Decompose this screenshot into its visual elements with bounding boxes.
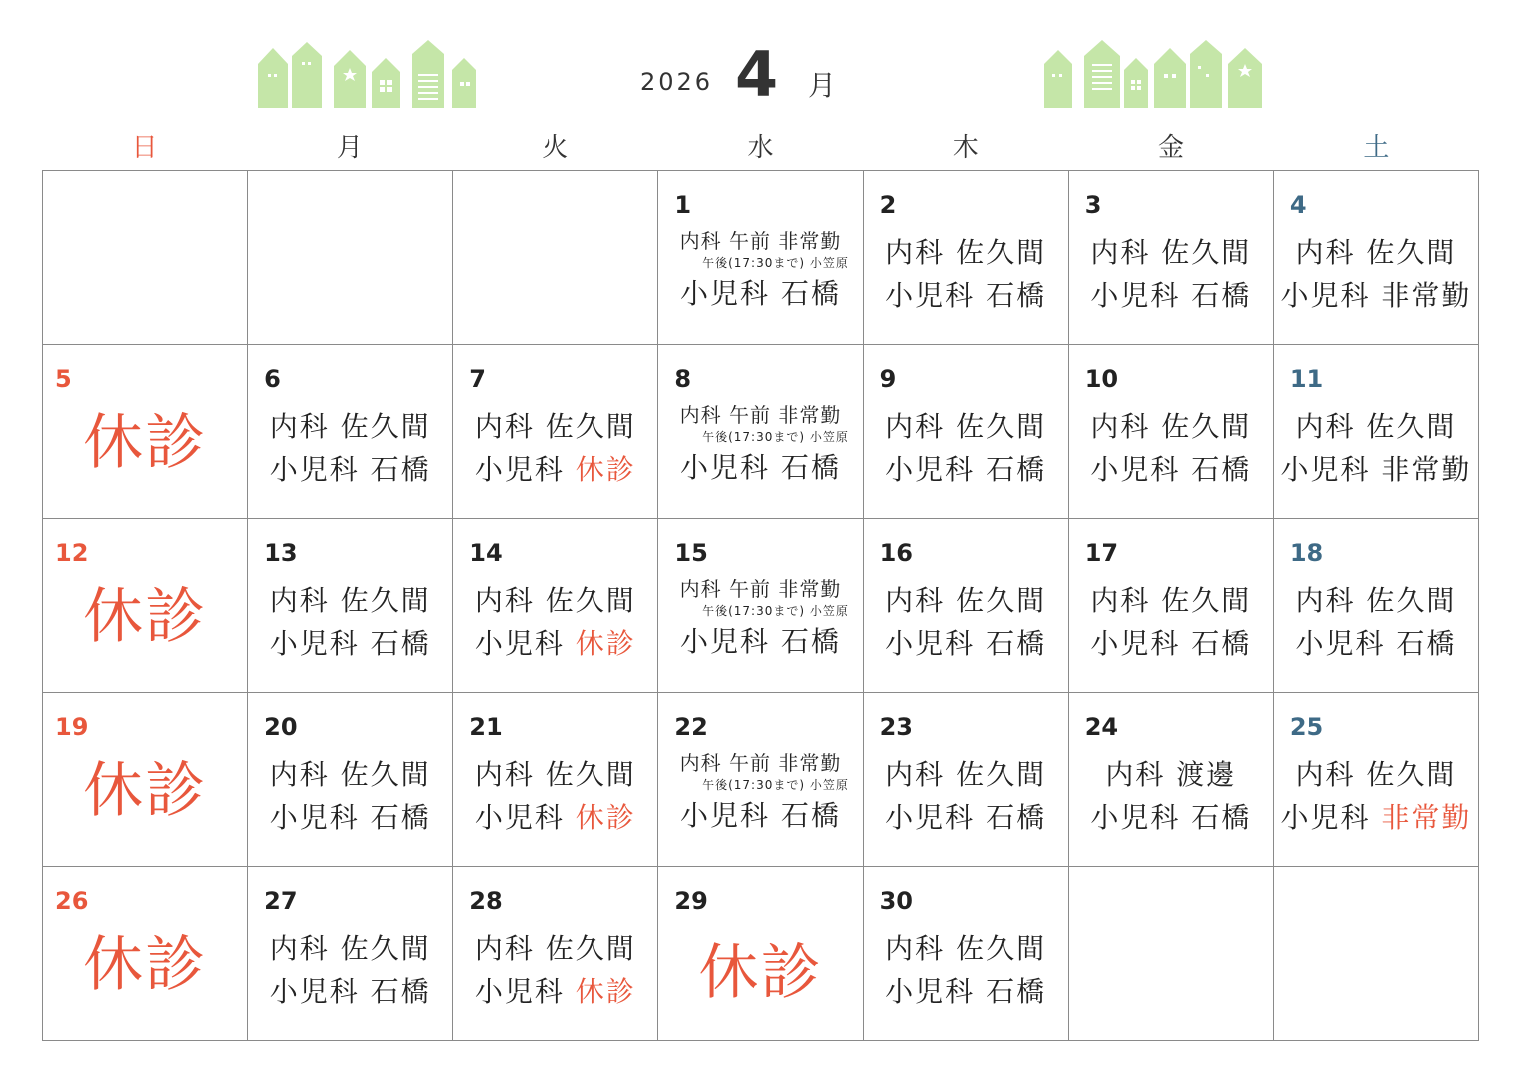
day-number: 18 bbox=[1289, 539, 1324, 567]
month-label: 月 bbox=[808, 69, 837, 102]
day-cell-13 bbox=[248, 519, 453, 693]
schedule-lines bbox=[864, 927, 1068, 1013]
day-number: 26 bbox=[55, 887, 89, 915]
pediatrics-line: 小児科 石橋 bbox=[680, 451, 841, 484]
schedule-lines bbox=[864, 753, 1068, 839]
pediatrics-line: 小児科 石橋 bbox=[885, 801, 1047, 834]
day-number: 15 bbox=[674, 539, 708, 567]
day-cell-10 bbox=[1069, 345, 1274, 519]
pediatrics-line: 小児科 非常勤 bbox=[1280, 801, 1472, 834]
day-cell-15 bbox=[658, 519, 863, 693]
internal-medicine-line: 内科 佐久間 bbox=[885, 758, 1047, 791]
day-number: 11 bbox=[1289, 365, 1324, 393]
pediatrics-line: 小児科 非常勤 bbox=[1280, 279, 1472, 312]
internal-medicine-pm: 午後(17:30まで) 小笠原 bbox=[702, 604, 849, 618]
empty-cell bbox=[453, 171, 658, 345]
houses-illustration-left bbox=[256, 40, 480, 108]
schedule-lines bbox=[1274, 231, 1478, 317]
pediatrics-line: 小児科 石橋 bbox=[1090, 627, 1252, 660]
internal-medicine-line: 内科 佐久間 bbox=[269, 584, 431, 617]
houses-illustration-right bbox=[1042, 40, 1266, 108]
internal-medicine-pm: 午後(17:30まで) 小笠原 bbox=[702, 256, 849, 270]
internal-medicine-pm: 午後(17:30まで) 小笠原 bbox=[702, 778, 849, 792]
day-number: 16 bbox=[879, 539, 913, 567]
schedule-lines bbox=[1069, 753, 1273, 839]
internal-medicine-line: 内科 佐久間 bbox=[885, 410, 1047, 443]
schedule-lines bbox=[1274, 579, 1478, 665]
day-number: 25 bbox=[1289, 713, 1324, 741]
weekday-header-row bbox=[42, 128, 1479, 168]
day-number: 14 bbox=[469, 539, 503, 567]
pediatrics-line: 小児科 石橋 bbox=[680, 799, 841, 832]
schedule-lines bbox=[248, 579, 452, 665]
closed-label: 休診 bbox=[83, 930, 208, 1000]
schedule-lines bbox=[453, 405, 657, 491]
day-cell-1 bbox=[658, 171, 863, 345]
day-cell-16 bbox=[864, 519, 1069, 693]
day-number: 29 bbox=[674, 887, 708, 915]
day-cell-12 bbox=[43, 519, 248, 693]
weekday-sat: 土 bbox=[1363, 133, 1390, 163]
day-number: 27 bbox=[264, 887, 298, 915]
internal-medicine-line: 内科 佐久間 bbox=[474, 410, 636, 443]
day-cell-23 bbox=[864, 693, 1069, 867]
schedule-lines bbox=[1069, 231, 1273, 317]
internal-medicine-line: 内科 佐久間 bbox=[1295, 584, 1457, 617]
internal-medicine-line: 内科 佐久間 bbox=[1295, 758, 1457, 791]
internal-medicine-line: 内科 佐久間 bbox=[1295, 410, 1457, 443]
weekday-fri: 金 bbox=[1158, 133, 1185, 163]
schedule-lines bbox=[1274, 753, 1478, 839]
day-number: 9 bbox=[879, 365, 897, 393]
empty-cell bbox=[43, 171, 248, 345]
day-number: 13 bbox=[264, 539, 298, 567]
day-cell-4 bbox=[1274, 171, 1479, 345]
day-cell-9 bbox=[864, 345, 1069, 519]
schedule-lines bbox=[658, 749, 862, 839]
pediatrics-line: 小児科 石橋 bbox=[680, 277, 841, 310]
day-number: 8 bbox=[674, 365, 692, 393]
internal-medicine-line: 内科 佐久間 bbox=[1090, 236, 1252, 269]
pediatrics-line: 小児科 石橋 bbox=[269, 801, 431, 834]
weekday-wed: 水 bbox=[747, 133, 774, 163]
day-cell-20 bbox=[248, 693, 453, 867]
day-number: 2 bbox=[879, 191, 897, 219]
day-number: 6 bbox=[264, 365, 281, 393]
schedule-lines bbox=[248, 405, 452, 491]
weekday-thu: 木 bbox=[952, 133, 979, 163]
day-cell-27 bbox=[248, 867, 453, 1041]
day-cell-8 bbox=[658, 345, 863, 519]
internal-medicine-line: 内科 佐久間 bbox=[885, 584, 1047, 617]
day-cell-7 bbox=[453, 345, 658, 519]
pediatrics-line: 小児科 石橋 bbox=[1090, 453, 1252, 486]
schedule-lines bbox=[864, 405, 1068, 491]
status-highlight: 休診 bbox=[575, 453, 636, 486]
internal-medicine-line: 内科 佐久間 bbox=[474, 758, 636, 791]
empty-cell bbox=[248, 171, 453, 345]
day-number: 19 bbox=[55, 713, 89, 741]
empty-cell bbox=[1274, 867, 1479, 1041]
day-number: 12 bbox=[55, 539, 89, 567]
day-cell-21 bbox=[453, 693, 658, 867]
internal-medicine-line: 内科 佐久間 bbox=[269, 932, 431, 965]
day-number: 21 bbox=[469, 713, 503, 741]
day-cell-25 bbox=[1274, 693, 1479, 867]
pediatrics-line: 小児科 休診 bbox=[474, 975, 636, 1008]
closed-label: 休診 bbox=[698, 938, 823, 1008]
schedule-lines bbox=[1069, 405, 1273, 491]
day-number: 7 bbox=[469, 365, 486, 393]
day-number: 17 bbox=[1084, 539, 1119, 567]
internal-medicine-am: 内科 午前 非常勤 bbox=[679, 403, 842, 427]
schedule-lines bbox=[1274, 405, 1478, 491]
day-cell-6 bbox=[248, 345, 453, 519]
day-cell-18 bbox=[1274, 519, 1479, 693]
day-number: 10 bbox=[1084, 365, 1119, 393]
internal-medicine-line: 内科 渡邊 bbox=[1105, 758, 1237, 791]
pediatrics-line: 小児科 石橋 bbox=[885, 453, 1047, 486]
pediatrics-line: 小児科 石橋 bbox=[269, 627, 431, 660]
schedule-lines bbox=[248, 927, 452, 1013]
day-number: 1 bbox=[674, 191, 692, 219]
internal-medicine-line: 内科 佐久間 bbox=[269, 410, 431, 443]
weekday-tue: 火 bbox=[542, 133, 569, 163]
pediatrics-line: 小児科 休診 bbox=[474, 453, 636, 486]
pediatrics-line: 小児科 石橋 bbox=[885, 627, 1047, 660]
empty-cell bbox=[1069, 867, 1274, 1041]
pediatrics-line: 小児科 石橋 bbox=[1090, 801, 1252, 834]
pediatrics-line: 小児科 石橋 bbox=[1295, 627, 1457, 660]
schedule-lines bbox=[658, 401, 862, 491]
schedule-lines bbox=[658, 575, 862, 665]
internal-medicine-am: 内科 午前 非常勤 bbox=[679, 751, 842, 775]
day-number: 5 bbox=[55, 365, 72, 393]
status-highlight: 非常勤 bbox=[1381, 801, 1472, 834]
day-cell-2 bbox=[864, 171, 1069, 345]
day-cell-24 bbox=[1069, 693, 1274, 867]
calendar-grid bbox=[42, 170, 1479, 1041]
day-cell-19 bbox=[43, 693, 248, 867]
pediatrics-line: 小児科 石橋 bbox=[1090, 279, 1252, 312]
day-cell-5 bbox=[43, 345, 248, 519]
month-number: 4 bbox=[735, 38, 779, 111]
internal-medicine-line: 内科 佐久間 bbox=[885, 932, 1047, 965]
schedule-lines bbox=[453, 927, 657, 1013]
internal-medicine-am: 内科 午前 非常勤 bbox=[679, 577, 842, 601]
day-number: 28 bbox=[469, 887, 503, 915]
day-cell-30 bbox=[864, 867, 1069, 1041]
day-cell-22 bbox=[658, 693, 863, 867]
pediatrics-line: 小児科 非常勤 bbox=[1280, 453, 1472, 486]
pediatrics-line: 小児科 休診 bbox=[474, 801, 636, 834]
pediatrics-line: 小児科 石橋 bbox=[269, 975, 431, 1008]
schedule-lines bbox=[453, 579, 657, 665]
day-number: 4 bbox=[1289, 191, 1307, 219]
schedule-lines bbox=[658, 227, 862, 317]
internal-medicine-line: 内科 佐久間 bbox=[474, 584, 636, 617]
internal-medicine-pm: 午後(17:30まで) 小笠原 bbox=[702, 430, 849, 444]
schedule-lines bbox=[1069, 579, 1273, 665]
schedule-lines bbox=[453, 753, 657, 839]
day-number: 30 bbox=[879, 887, 913, 915]
internal-medicine-line: 内科 佐久間 bbox=[269, 758, 431, 791]
status-highlight: 休診 bbox=[575, 975, 636, 1008]
day-cell-29 bbox=[658, 867, 863, 1041]
pediatrics-line: 小児科 石橋 bbox=[885, 279, 1047, 312]
schedule-lines bbox=[864, 231, 1068, 317]
pediatrics-line: 小児科 石橋 bbox=[680, 625, 841, 658]
pediatrics-line: 小児科 休診 bbox=[474, 627, 636, 660]
day-number: 23 bbox=[879, 713, 913, 741]
status-highlight: 休診 bbox=[575, 627, 636, 660]
pediatrics-line: 小児科 石橋 bbox=[885, 975, 1047, 1008]
internal-medicine-line: 内科 佐久間 bbox=[1090, 584, 1252, 617]
schedule-lines bbox=[248, 753, 452, 839]
status-highlight: 休診 bbox=[575, 801, 636, 834]
weekday-sun: 日 bbox=[131, 133, 158, 163]
internal-medicine-am: 内科 午前 非常勤 bbox=[679, 229, 842, 253]
closed-label: 休診 bbox=[83, 756, 208, 826]
internal-medicine-line: 内科 佐久間 bbox=[885, 236, 1047, 269]
schedule-lines bbox=[864, 579, 1068, 665]
day-cell-14 bbox=[453, 519, 658, 693]
day-cell-17 bbox=[1069, 519, 1274, 693]
day-number: 3 bbox=[1084, 191, 1102, 219]
closed-label: 休診 bbox=[83, 408, 208, 478]
internal-medicine-line: 内科 佐久間 bbox=[474, 932, 636, 965]
day-cell-28 bbox=[453, 867, 658, 1041]
internal-medicine-line: 内科 佐久間 bbox=[1090, 410, 1252, 443]
pediatrics-line: 小児科 石橋 bbox=[269, 453, 431, 486]
weekday-mon: 月 bbox=[336, 133, 363, 163]
calendar-title bbox=[630, 38, 890, 111]
year-label: 2026 bbox=[640, 68, 714, 96]
closed-label: 休診 bbox=[83, 582, 208, 652]
internal-medicine-line: 内科 佐久間 bbox=[1295, 236, 1457, 269]
day-number: 20 bbox=[264, 713, 298, 741]
day-number: 24 bbox=[1084, 713, 1119, 741]
day-cell-26 bbox=[43, 867, 248, 1041]
day-cell-3 bbox=[1069, 171, 1274, 345]
day-cell-11 bbox=[1274, 345, 1479, 519]
day-number: 22 bbox=[674, 713, 708, 741]
